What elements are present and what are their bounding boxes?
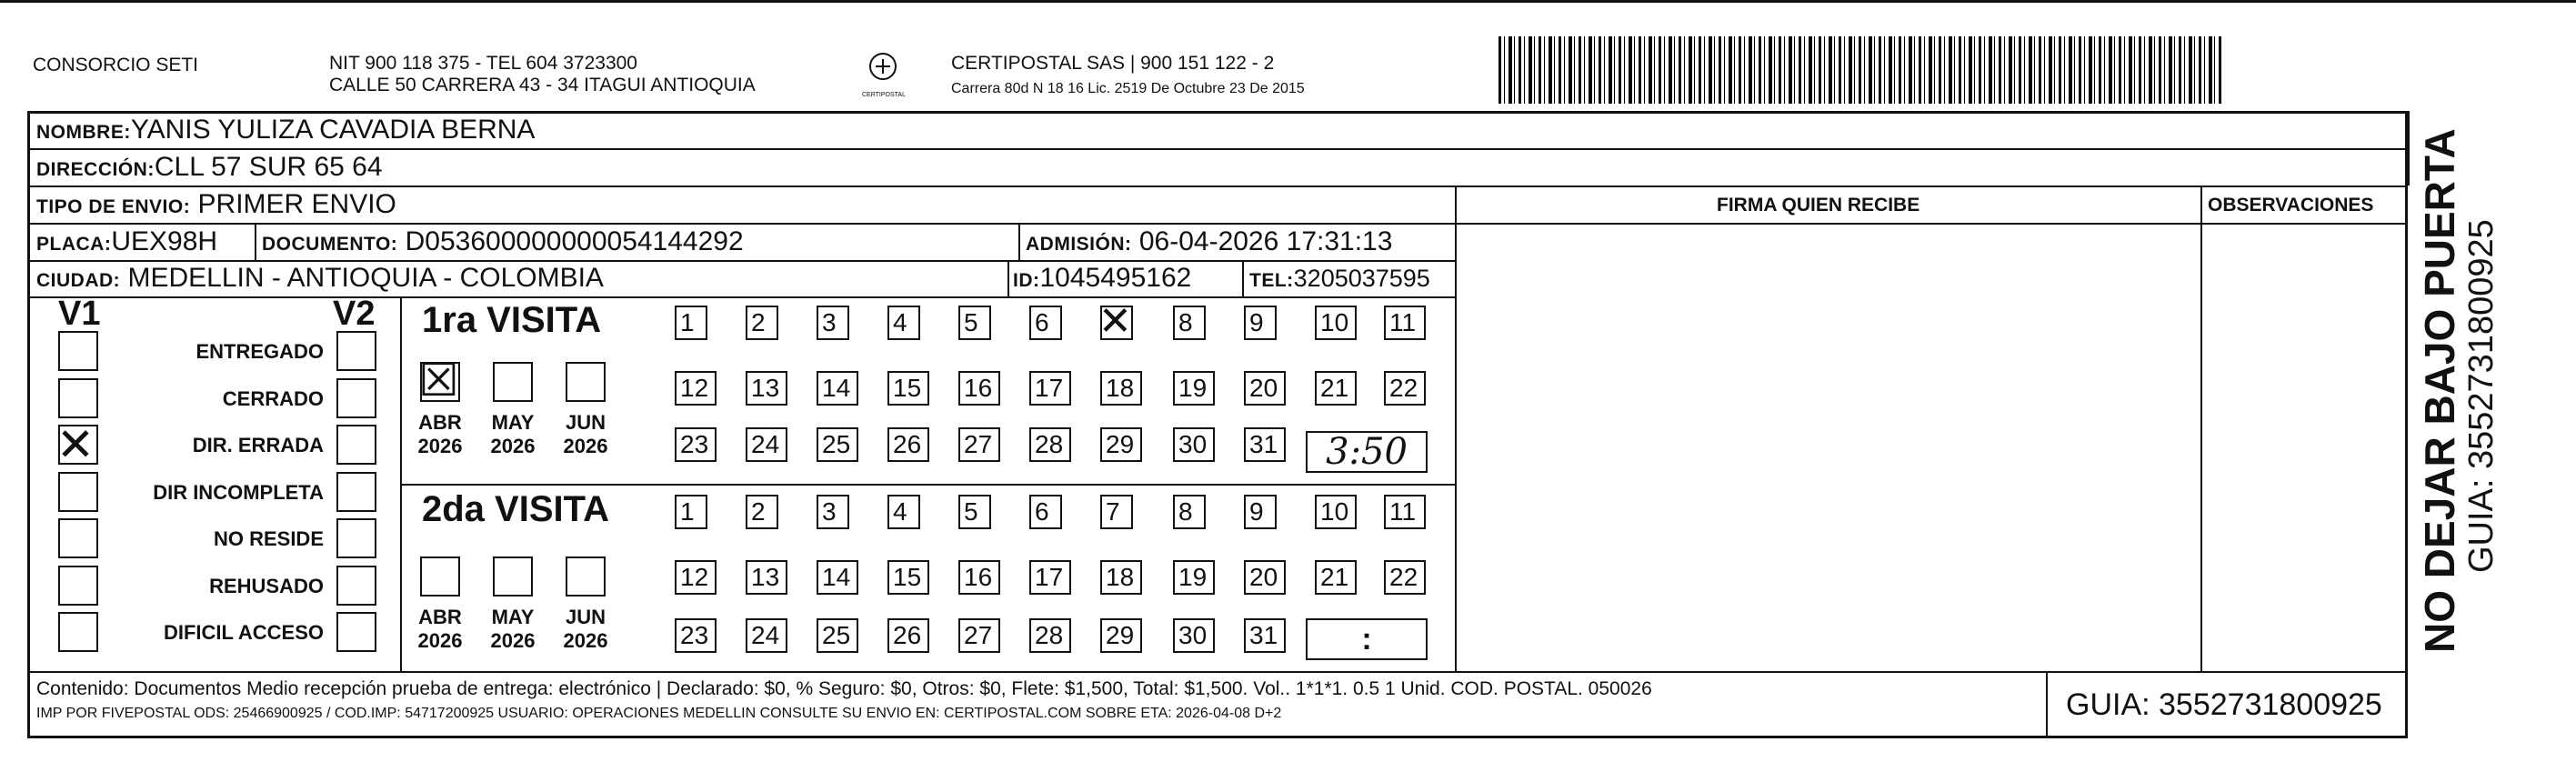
first-visit-day[interactable] bbox=[1029, 427, 1071, 462]
day-number: 3 bbox=[822, 308, 837, 336]
second-visit-day[interactable] bbox=[1244, 495, 1277, 529]
day-number: 13 bbox=[751, 563, 780, 591]
first-visit-day[interactable] bbox=[675, 371, 717, 406]
day-number: 2 bbox=[751, 497, 766, 526]
documento-label: DOCUMENTO: bbox=[262, 234, 398, 255]
v1-checkbox[interactable] bbox=[58, 566, 98, 606]
day-number: 11 bbox=[1389, 497, 1417, 526]
direccion-label: DIRECCIÓN: bbox=[36, 159, 155, 180]
documento-row bbox=[262, 226, 744, 260]
first-visit-day[interactable] bbox=[887, 427, 929, 462]
tipo-row bbox=[36, 189, 396, 223]
scan-edge bbox=[0, 0, 2576, 3]
day-number: 1 bbox=[680, 308, 695, 336]
footer-guia: GUIA: 3552731800925 bbox=[2066, 687, 2382, 722]
first-visit-day[interactable] bbox=[746, 427, 787, 462]
v1-checkbox[interactable] bbox=[58, 612, 98, 652]
day-number: 6 bbox=[1035, 308, 1049, 336]
v1-checkbox[interactable] bbox=[58, 518, 98, 558]
v1-checkbox[interactable] bbox=[58, 472, 98, 512]
day-number: 15 bbox=[893, 374, 922, 402]
day-number: 11 bbox=[1389, 308, 1417, 336]
tel-label: TEL: bbox=[1249, 270, 1294, 291]
footer-content: Contenido: Documentos Medio recepción prueba de entrega: electrónico | Declarado: $0, % Seguro: $0, Otros: $0, Flete: $1,500, Total: $1,500. Vol.. 1*1*1. 0.5 1 Unid. COD. POSTAL. 050026 bbox=[36, 678, 1652, 699]
day-number: 10 bbox=[1320, 308, 1349, 336]
first-visit-day[interactable] bbox=[958, 371, 1000, 406]
day-number: 30 bbox=[1178, 430, 1208, 458]
first-visit-day[interactable] bbox=[1098, 298, 1133, 345]
second-visit-day[interactable] bbox=[817, 560, 858, 595]
logo-text: CERTIPOSTAL bbox=[862, 92, 906, 98]
v2-header: V2 bbox=[333, 295, 376, 333]
second-visit-month-box[interactable] bbox=[566, 556, 606, 597]
first-visit-month-box[interactable] bbox=[418, 354, 460, 406]
day-number: 12 bbox=[680, 563, 709, 591]
ciudad-value: MEDELLIN - ANTIOQUIA - COLOMBIA bbox=[127, 263, 604, 293]
nombre-label: NOMBRE: bbox=[36, 122, 131, 143]
day-number: 27 bbox=[964, 621, 993, 649]
first-visit-day[interactable] bbox=[1173, 427, 1215, 462]
observaciones-header: OBSERVACIONES bbox=[2208, 195, 2374, 216]
status-label: DIR. ERRADA bbox=[192, 434, 324, 456]
second-visit-day[interactable] bbox=[1100, 618, 1142, 653]
day-number: 26 bbox=[893, 621, 922, 649]
check-mark-icon: ✕ bbox=[1098, 298, 1132, 345]
second-visit-day[interactable] bbox=[958, 560, 1000, 595]
second-visit-day[interactable] bbox=[1384, 495, 1426, 529]
day-number: 23 bbox=[680, 621, 709, 649]
day-number: 14 bbox=[822, 563, 851, 591]
status-label: REHUSADO bbox=[209, 574, 324, 597]
day-number: 1 bbox=[680, 497, 695, 526]
day-number: 13 bbox=[751, 374, 780, 402]
placa-label: PLACA: bbox=[36, 234, 112, 255]
first-visit-month-box[interactable] bbox=[493, 362, 533, 402]
second-visit-day[interactable] bbox=[887, 618, 929, 653]
first-visit-title: 1ra VISITA bbox=[422, 300, 602, 340]
day-number: 20 bbox=[1249, 563, 1278, 591]
day-number: 9 bbox=[1249, 308, 1264, 336]
v2-checkbox[interactable] bbox=[336, 612, 376, 652]
second-visit-day[interactable] bbox=[1029, 495, 1062, 529]
first-visit-day[interactable] bbox=[746, 306, 778, 340]
v2-checkbox[interactable] bbox=[336, 566, 376, 606]
first-visit-day[interactable] bbox=[746, 371, 787, 406]
day-number: 18 bbox=[1106, 563, 1135, 591]
month-label: ABR 2026 bbox=[417, 411, 463, 457]
first-visit-day[interactable] bbox=[887, 306, 920, 340]
second-visit-day[interactable] bbox=[817, 618, 858, 653]
day-number: 16 bbox=[964, 374, 993, 402]
first-visit-day[interactable] bbox=[1315, 371, 1357, 406]
second-visit-day[interactable] bbox=[1244, 560, 1286, 595]
day-number: 31 bbox=[1249, 621, 1278, 649]
id-value: 1045495162 bbox=[1039, 263, 1192, 293]
documento-value: D053600000000054144292 bbox=[405, 226, 744, 256]
first-visit-day[interactable] bbox=[1244, 427, 1286, 462]
day-number: 12 bbox=[680, 374, 709, 402]
first-visit-day[interactable] bbox=[1029, 371, 1071, 406]
day-number: 26 bbox=[893, 430, 922, 458]
day-number: 24 bbox=[751, 430, 780, 458]
first-visit-time: 3:50 bbox=[1306, 431, 1428, 473]
first-visit-month-box[interactable] bbox=[566, 362, 606, 402]
barcode bbox=[1498, 36, 2223, 104]
day-number: 10 bbox=[1320, 497, 1349, 526]
license-line: Carrera 80d N 18 16 Lic. 2519 De Octubre 23 De 2015 bbox=[951, 81, 1305, 96]
second-visit-day[interactable] bbox=[958, 618, 1000, 653]
placa-value: UEX98H bbox=[111, 226, 218, 256]
day-number: 27 bbox=[964, 430, 993, 458]
check-mark-icon: ☒ bbox=[418, 354, 459, 406]
status-label: ENTREGADO bbox=[195, 340, 324, 363]
second-visit-day[interactable] bbox=[675, 618, 717, 653]
day-number: 24 bbox=[751, 621, 780, 649]
first-visit-day[interactable] bbox=[1173, 371, 1215, 406]
day-number: 25 bbox=[822, 621, 851, 649]
day-number: 30 bbox=[1178, 621, 1208, 649]
second-visit-time: : bbox=[1306, 618, 1428, 660]
status-label: NO RESIDE bbox=[213, 527, 324, 550]
status-label: DIR INCOMPLETA bbox=[153, 480, 324, 504]
day-number: 18 bbox=[1106, 374, 1135, 402]
first-visit-day[interactable] bbox=[817, 306, 849, 340]
first-visit-day[interactable] bbox=[817, 427, 858, 462]
v1-header: V1 bbox=[58, 295, 101, 333]
day-number: 4 bbox=[893, 497, 907, 526]
first-visit-day[interactable] bbox=[1315, 306, 1357, 340]
first-visit-day[interactable] bbox=[675, 306, 707, 340]
second-visit-day[interactable] bbox=[1173, 618, 1215, 653]
second-visit-day[interactable] bbox=[746, 495, 778, 529]
second-visit-day[interactable] bbox=[958, 495, 991, 529]
first-visit-day[interactable] bbox=[1173, 306, 1206, 340]
first-visit-day[interactable] bbox=[1244, 306, 1277, 340]
day-number: 29 bbox=[1106, 430, 1135, 458]
second-visit-day[interactable] bbox=[746, 618, 787, 653]
first-visit-day[interactable] bbox=[1100, 427, 1142, 462]
first-visit-day[interactable] bbox=[958, 427, 1000, 462]
v2-checkbox[interactable] bbox=[336, 425, 376, 465]
second-visit-day[interactable] bbox=[1173, 495, 1206, 529]
first-visit-day[interactable] bbox=[1244, 371, 1286, 406]
footer-imp: IMP POR FIVEPOSTAL ODS: 25466900925 / COD.IMP: 54717200925 USUARIO: OPERACIONES MEDELLIN CONSULTE SU ENVIO EN: CERTIPOSTAL.COM SOBRE ETA: 2026-04-08 D+2 bbox=[36, 706, 1282, 721]
day-number: 25 bbox=[822, 430, 851, 458]
admision-label: ADMISIÓN: bbox=[1026, 234, 1132, 255]
first-visit-day[interactable] bbox=[675, 427, 717, 462]
first-visit-day[interactable] bbox=[958, 306, 991, 340]
second-visit-day[interactable] bbox=[1100, 495, 1133, 529]
first-visit-day[interactable] bbox=[1100, 371, 1142, 406]
nit-line: NIT 900 118 375 - TEL 604 3723300 bbox=[329, 53, 637, 74]
check-mark-icon: ✕ bbox=[56, 418, 95, 471]
day-number: 29 bbox=[1106, 621, 1135, 649]
status-label: DIFICIL ACCESO bbox=[163, 621, 324, 644]
day-number: 5 bbox=[964, 497, 978, 526]
side-guia: GUIA: 3552731800925 bbox=[2462, 219, 2501, 573]
second-visit-day[interactable] bbox=[1100, 560, 1142, 595]
first-visit-day[interactable] bbox=[817, 371, 858, 406]
no-dejar-warning: NO DEJAR BAJO PUERTA bbox=[2416, 128, 2463, 653]
admision-row bbox=[1026, 226, 1392, 260]
month-label: MAY 2026 bbox=[490, 606, 536, 652]
first-visit-day[interactable] bbox=[1384, 371, 1426, 406]
day-number: 4 bbox=[893, 308, 907, 336]
day-number: 3 bbox=[822, 497, 837, 526]
second-visit-day[interactable] bbox=[1173, 560, 1215, 595]
ciudad-label: CIUDAD: bbox=[36, 270, 121, 291]
second-visit-day[interactable] bbox=[1029, 618, 1071, 653]
month-label: JUN 2026 bbox=[563, 606, 608, 652]
day-number: 5 bbox=[964, 308, 978, 336]
day-number: 31 bbox=[1249, 430, 1278, 458]
courier-line: CERTIPOSTAL SAS | 900 151 122 - 2 bbox=[951, 53, 1275, 74]
first-visit-day[interactable] bbox=[887, 371, 929, 406]
day-number: 14 bbox=[822, 374, 851, 402]
nombre-value: YANIS YULIZA CAVADIA BERNA bbox=[130, 115, 536, 145]
day-number: 21 bbox=[1320, 563, 1349, 591]
v2-checkbox[interactable] bbox=[336, 378, 376, 418]
second-visit-month-box[interactable] bbox=[420, 556, 460, 597]
month-label: ABR 2026 bbox=[417, 606, 463, 652]
tipo-value: PRIMER ENVIO bbox=[197, 189, 396, 219]
day-number: 17 bbox=[1035, 374, 1064, 402]
day-number: 6 bbox=[1035, 497, 1049, 526]
tipo-label: TIPO DE ENVIO: bbox=[36, 196, 191, 217]
second-visit-day[interactable] bbox=[675, 560, 717, 595]
day-number: 9 bbox=[1249, 497, 1264, 526]
day-number: 22 bbox=[1389, 374, 1418, 402]
day-number: 20 bbox=[1249, 374, 1278, 402]
day-number: 8 bbox=[1178, 308, 1193, 336]
placa-row bbox=[36, 226, 217, 260]
firma-header: FIRMA QUIEN RECIBE bbox=[1717, 195, 1920, 216]
v1-checkbox[interactable] bbox=[56, 418, 98, 471]
id-label: ID: bbox=[1013, 270, 1040, 291]
nombre-row bbox=[36, 115, 535, 148]
day-number: 19 bbox=[1178, 563, 1208, 591]
day-number: 15 bbox=[893, 563, 922, 591]
second-visit-day[interactable] bbox=[887, 495, 920, 529]
day-number: 28 bbox=[1035, 621, 1064, 649]
v2-checkbox[interactable] bbox=[336, 518, 376, 558]
ciudad-row bbox=[36, 263, 604, 296]
status-label: CERRADO bbox=[222, 386, 324, 410]
second-visit-day[interactable] bbox=[1315, 560, 1357, 595]
certipostal-logo-icon bbox=[862, 51, 906, 98]
second-visit-day[interactable] bbox=[1384, 560, 1426, 595]
v1-checkbox[interactable] bbox=[58, 378, 98, 418]
v2-checkbox[interactable] bbox=[336, 331, 376, 371]
admision-value: 06-04-2026 17:31:13 bbox=[1138, 226, 1393, 256]
second-visit-day[interactable] bbox=[887, 560, 929, 595]
day-number: 7 bbox=[1106, 497, 1120, 526]
second-visit-day[interactable] bbox=[817, 495, 849, 529]
direccion-row bbox=[36, 152, 383, 185]
day-number: 19 bbox=[1178, 374, 1208, 402]
day-number: 17 bbox=[1035, 563, 1064, 591]
month-label: JUN 2026 bbox=[563, 411, 608, 457]
first-visit-day[interactable] bbox=[1029, 306, 1062, 340]
day-number: 16 bbox=[964, 563, 993, 591]
company-name: CONSORCIO SETI bbox=[33, 55, 199, 75]
day-number: 28 bbox=[1035, 430, 1064, 458]
id-row bbox=[1013, 263, 1191, 296]
tel-value: 3205037595 bbox=[1293, 265, 1430, 292]
second-visit-day[interactable] bbox=[1315, 495, 1357, 529]
second-visit-day[interactable] bbox=[746, 560, 787, 595]
address-line: CALLE 50 CARRERA 43 - 34 ITAGUI ANTIOQUIA bbox=[329, 75, 756, 95]
v2-checkbox[interactable] bbox=[336, 472, 376, 512]
second-visit-month-box[interactable] bbox=[493, 556, 533, 597]
month-label: MAY 2026 bbox=[490, 411, 536, 457]
second-visit-day[interactable] bbox=[1029, 560, 1071, 595]
v1-checkbox[interactable] bbox=[58, 331, 98, 371]
tel-row bbox=[1249, 263, 1430, 296]
day-number: 2 bbox=[751, 308, 766, 336]
second-visit-day[interactable] bbox=[675, 495, 707, 529]
day-number: 23 bbox=[680, 430, 709, 458]
second-visit-title: 2da VISITA bbox=[422, 489, 609, 529]
first-visit-day[interactable] bbox=[1384, 306, 1426, 340]
direccion-value: CLL 57 SUR 65 64 bbox=[154, 152, 383, 182]
day-number: 22 bbox=[1389, 563, 1418, 591]
second-visit-day[interactable] bbox=[1244, 618, 1286, 653]
day-number: 21 bbox=[1320, 374, 1349, 402]
day-number: 8 bbox=[1178, 497, 1193, 526]
